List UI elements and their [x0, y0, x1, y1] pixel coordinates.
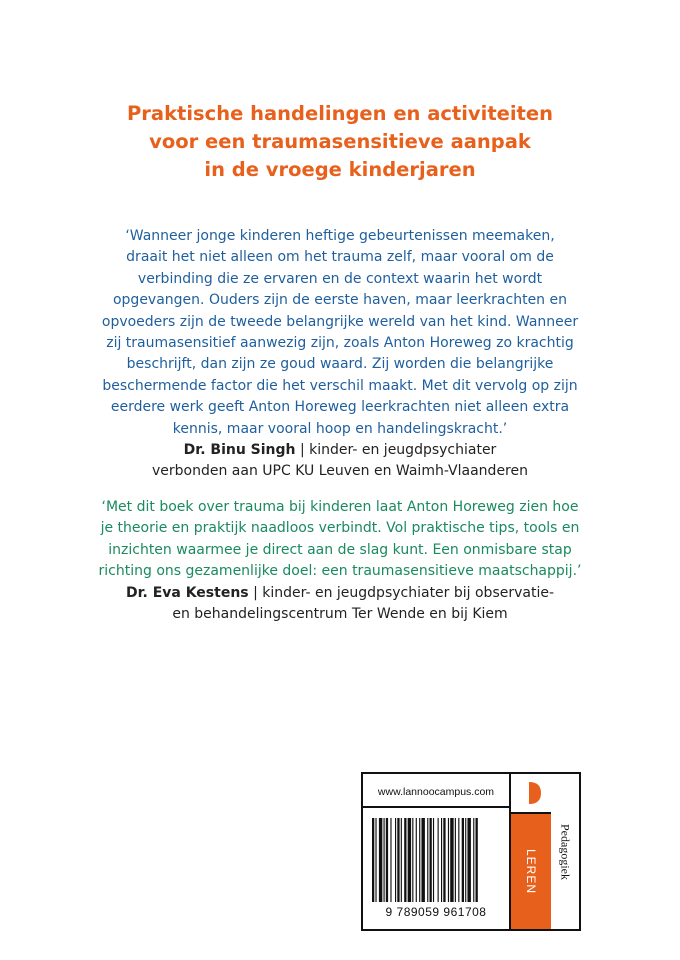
- barcode-bar: [395, 818, 396, 902]
- author-role: | kinder- en jeugdpsychiater bij observatie-: [248, 584, 555, 601]
- quote-line: inzichten waarmee je direct aan de slag kunt. Een onmisbare stap: [108, 541, 572, 558]
- endorsement-quote-singh: [0, 226, 680, 483]
- author-affiliation: en behandelingscentrum Ter Wende en bij Kiem: [172, 606, 508, 623]
- endorsement-quote-kestens: [0, 497, 680, 625]
- isbn-barcode: [372, 818, 504, 902]
- barcode-bar: [386, 818, 388, 902]
- quote-attribution: [0, 440, 680, 461]
- barcode-bar: [401, 818, 402, 902]
- barcode-bar: [462, 818, 464, 902]
- barcode-bar: [427, 818, 428, 902]
- barcode-bar: [441, 818, 442, 902]
- barcode-bar: [419, 818, 420, 902]
- quote-line: ‘Wanneer jonge kinderen heftige gebeurtenissen meemaken,: [125, 228, 555, 244]
- barcode-bar: [372, 818, 374, 902]
- barcode-bar: [384, 818, 385, 902]
- barcode-bar: [473, 818, 474, 902]
- barcode-bar: [438, 818, 439, 902]
- barcode-bar: [430, 818, 432, 902]
- quote-line: verbinding die ze ervaren en de context waarin het wordt: [137, 270, 543, 287]
- barcode-bar: [408, 818, 411, 902]
- barcode-bar: [397, 818, 399, 902]
- headline-line: Praktische handelingen en activiteiten: [127, 102, 553, 125]
- publisher-logo-icon: [529, 782, 541, 804]
- barcode-bar: [412, 818, 413, 902]
- quote-line: draait het niet alleen om het trauma zelf, maar vooral om de: [126, 249, 554, 266]
- barcode-bar: [443, 818, 445, 902]
- quote-line: beschrijft, dan zijn ze goud waard. Zij worden die belangrijke: [126, 356, 554, 373]
- quote-line: opgevangen. Ouders zijn de eerste haven, maar leerkrachten en: [112, 292, 567, 309]
- headline-line: voor een traumasensitieve aanpak: [149, 130, 531, 153]
- category-panel: [551, 772, 581, 931]
- series-label: LEREN: [524, 848, 538, 894]
- barcode-bar: [455, 818, 456, 902]
- author-affiliation: verbonden aan UPC KU Leuven en Waimh-Vlaanderen: [152, 463, 528, 480]
- barcode-bar: [465, 818, 466, 902]
- headline-line: in de vroege kinderjaren: [204, 158, 476, 181]
- quote-line: beschermende factor die het verschil maakt. Met dit vervolg op zijn: [102, 377, 578, 394]
- quote-line: je theorie en praktijk naadloos verbindt. Vol praktische tips, tools en: [100, 520, 580, 537]
- barcode-bar: [476, 818, 478, 902]
- barcode-bar: [450, 818, 453, 902]
- barcode-bar: [416, 818, 417, 902]
- barcode-bar: [467, 818, 470, 902]
- isbn-number: 9 789059 961708: [385, 905, 487, 919]
- barcode-bar: [379, 818, 382, 902]
- back-cover-headline: [0, 100, 680, 184]
- author-name: Dr. Eva Kestens: [125, 584, 249, 601]
- series-tab: [509, 812, 553, 931]
- quote-line: opvoeders zijn de tweede belangrijke wereld van het kind. Wanneer: [101, 313, 579, 330]
- barcode-bar: [404, 818, 406, 902]
- quote-line: richting ons gezamenlijke doel: een traumasensitieve maatschappij.’: [98, 563, 582, 580]
- author-role: | kinder- en jeugdpsychiater: [295, 442, 497, 459]
- quote-line: eerdere werk geeft Anton Horeweg leerkrachten niet alleen extra: [110, 399, 570, 416]
- author-name: Dr. Binu Singh: [183, 442, 296, 459]
- barcode-panel: [361, 772, 511, 931]
- quote-line: zij traumasensitief aanwezig zijn, zoals Anton Horeweg zo krachtig: [106, 335, 574, 352]
- publisher-url: www.lannoocampus.com: [377, 786, 495, 798]
- barcode-bar: [421, 818, 424, 902]
- divider: [363, 806, 509, 808]
- barcode-bar: [458, 818, 459, 902]
- barcode-bar: [448, 818, 449, 902]
- quote-line: kennis, maar vooral hoop en handelingskracht.’: [172, 420, 508, 437]
- category-label: Pedagogiek: [558, 823, 573, 880]
- barcode-bar: [390, 818, 391, 902]
- barcode-bar: [375, 818, 376, 902]
- barcode-bar: [433, 818, 434, 902]
- quote-line: ‘Met dit boek over trauma bij kinderen laat Anton Horeweg zien hoe: [101, 499, 579, 515]
- quote-attribution: [0, 583, 680, 604]
